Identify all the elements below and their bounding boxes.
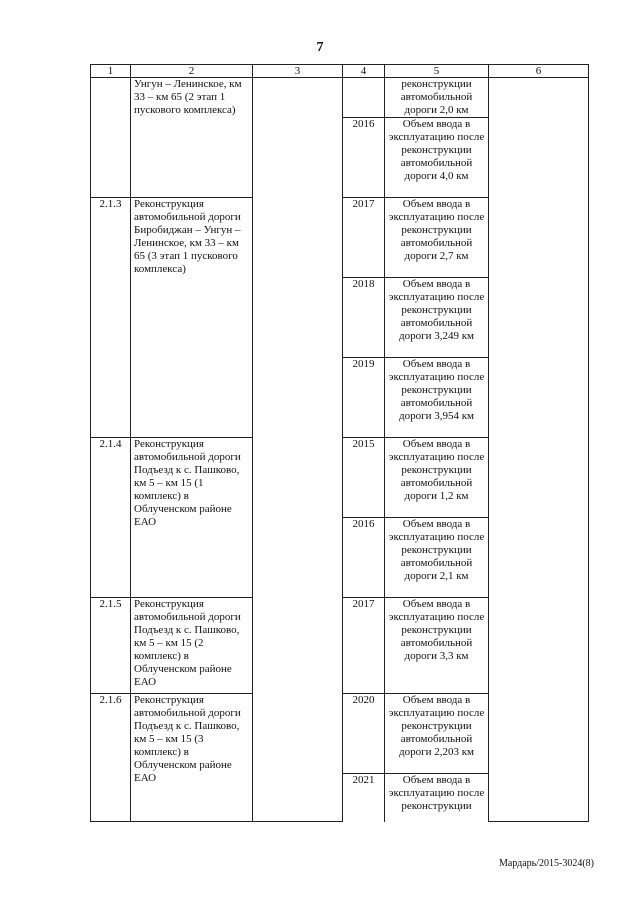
column-header: 2 [131, 65, 253, 78]
item-name: Реконструкция автомобильной дороги Подъезд к с. Пашково, км 5 – км 15 (2 комплекс) в Облученском районе ЕАО [131, 598, 253, 694]
item-number: 2.1.3 [91, 198, 131, 438]
item-name: Реконструкция автомобильной дороги Биробиджан – Унгун – Ленинское, км 33 – км 65 (3 этап 1 пускового комплекса) [131, 198, 253, 438]
result-cell: Объем ввода в эксплуатацию после реконструкции автомобильной дороги 2,1 км [385, 518, 489, 598]
year-cell: 2020 [343, 694, 385, 774]
column-header: 4 [343, 65, 385, 78]
year-cell: 2015 [343, 438, 385, 518]
page-number: 7 [316, 40, 324, 55]
year-cell: 2018 [343, 278, 385, 358]
column-header: 3 [253, 65, 343, 78]
result-cell: Объем ввода в эксплуатацию после реконструкции [385, 774, 489, 822]
result-cell: Объем ввода в эксплуатацию после реконструкции автомобильной дороги 3,249 км [385, 278, 489, 358]
table-row [91, 78, 589, 118]
column-header: 5 [385, 65, 489, 78]
item-name: Унгун – Ленинское, км 33 – км 65 (2 этап 1 пускового комплекса) [131, 78, 253, 198]
column-header: 6 [489, 65, 589, 78]
year-cell: 2017 [343, 598, 385, 694]
year-cell [343, 78, 385, 118]
result-cell: Объем ввода в эксплуатацию после реконструкции автомобильной дороги 2,7 км [385, 198, 489, 278]
item-number: 2.1.4 [91, 438, 131, 598]
year-cell: 2019 [343, 358, 385, 438]
item-name: Реконструкция автомобильной дороги Подъезд к с. Пашково, км 5 – км 15 (3 комплекс) в Облученском районе ЕАО [131, 694, 253, 822]
item-number: 2.1.6 [91, 694, 131, 822]
table-body [91, 78, 589, 822]
result-cell: Объем ввода в эксплуатацию после реконструкции автомобильной дороги 3,954 км [385, 358, 489, 438]
result-cell: Объем ввода в эксплуатацию после реконструкции автомобильной дороги 3,3 км [385, 598, 489, 694]
result-cell: Объем ввода в эксплуатацию после реконструкции автомобильной дороги 2,203 км [385, 694, 489, 774]
program-table [90, 64, 589, 822]
item-name: Реконструкция автомобильной дороги Подъезд к с. Пашково, км 5 – км 15 (1 комплекс) в Облученском районе ЕАО [131, 438, 253, 598]
result-cell: Объем ввода в эксплуатацию после реконструкции автомобильной дороги 1,2 км [385, 438, 489, 518]
year-cell: 2016 [343, 118, 385, 198]
item-number: 2.1.5 [91, 598, 131, 694]
year-cell: 2017 [343, 198, 385, 278]
header-row [91, 65, 589, 78]
year-cell: 2021 [343, 774, 385, 822]
column-3-cell [253, 78, 343, 822]
year-cell: 2016 [343, 518, 385, 598]
column-6-cell [489, 78, 589, 822]
column-header: 1 [91, 65, 131, 78]
result-cell: реконструкции автомобильной дороги 2,0 км [385, 78, 489, 118]
item-number [91, 78, 131, 198]
result-cell: Объем ввода в эксплуатацию после реконструкции автомобильной дороги 4,0 км [385, 118, 489, 198]
document-footer: Мардарь/2015-3024(8) [498, 858, 594, 869]
